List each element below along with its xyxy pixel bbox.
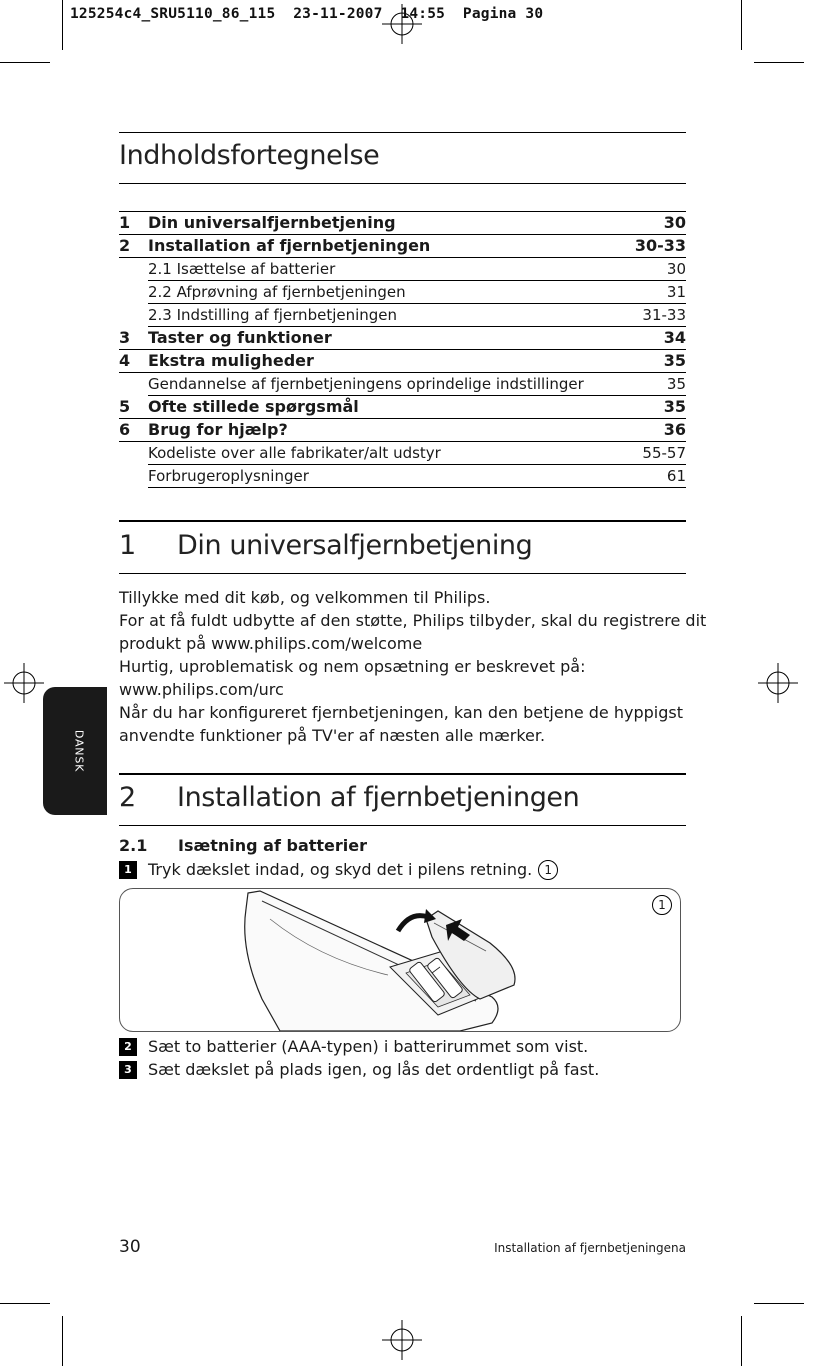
toc-entry-page: 61: [666, 467, 686, 485]
toc-entry-label: 2.2 Afprøvning af fjernbetjeningen: [148, 283, 406, 301]
step-number-badge: 1: [119, 861, 137, 879]
section-number: 1: [119, 530, 136, 561]
toc-entry[interactable]: [119, 396, 686, 419]
toc-subentry[interactable]: [148, 373, 686, 396]
divider: [119, 773, 686, 775]
toc-entry-label: Ekstra muligheder: [148, 351, 314, 370]
toc-entry-label: Taster og funktioner: [148, 328, 332, 347]
toc-entry-number: 2: [119, 236, 131, 255]
figure-reference-badge: 1: [538, 860, 558, 880]
page-number: 30: [119, 1237, 141, 1257]
toc-subentry[interactable]: [148, 442, 686, 465]
toc-entry-page: 35: [666, 375, 686, 393]
toc-entry-label: 2.3 Indstilling af fjernbetjeningen: [148, 306, 398, 324]
toc-entry-page: 35: [663, 397, 686, 416]
running-footer: Installation af fjernbetjeningena: [494, 1241, 686, 1255]
text-line: Tillykke med dit køb, og velkommen til Philips.: [119, 588, 491, 607]
toc-entry-page: 55-57: [642, 444, 686, 462]
registration-mark-icon: [4, 663, 44, 703]
section-title: Din universalfjernbetjening: [177, 530, 533, 561]
registration-mark-icon: [382, 1320, 422, 1360]
toc-entry-page: 30: [663, 213, 686, 232]
step-text: Sæt to batterier (AAA-typen) i batterirummet som vist.: [148, 1037, 589, 1056]
crop-mark: [754, 62, 804, 63]
toc-title: Indholdsfortegnelse: [119, 140, 380, 171]
toc-entry-page: 30: [666, 260, 686, 278]
toc-entry[interactable]: [119, 350, 686, 373]
toc-entry-label: Forbrugeroplysninger: [148, 467, 309, 485]
crop-mark: [0, 1303, 50, 1304]
text-line: www.philips.com/urc: [119, 680, 284, 699]
toc-entry-label: Din universalfjernbetjening: [148, 213, 396, 232]
text-line: For at få fuldt udbytte af den støtte, Philips tilbyder, skal du registrere dit: [119, 611, 707, 630]
subsection-number: 2.1: [119, 836, 148, 855]
step-text: Tryk dækslet indad, og skyd det i pilens retning.: [148, 860, 533, 879]
text-line: anvendte funktioner på TV'er af næsten alle mærker.: [119, 726, 546, 745]
divider: [119, 132, 686, 133]
toc-entry-page: 34: [663, 328, 686, 347]
toc-entry-page: 30-33: [634, 236, 686, 255]
toc-entry-number: 6: [119, 420, 131, 439]
toc-entry[interactable]: [119, 327, 686, 350]
divider: [119, 183, 686, 184]
step-number-badge: 3: [119, 1061, 137, 1079]
toc-subentry[interactable]: [148, 281, 686, 304]
toc-entry-page: 31-33: [642, 306, 686, 324]
divider: [119, 825, 686, 826]
figure-number-badge: 1: [652, 895, 672, 915]
crop-mark: [62, 1316, 63, 1366]
toc-entry[interactable]: [119, 212, 686, 235]
crop-mark: [741, 1316, 742, 1366]
divider: [119, 520, 686, 522]
text-line: produkt på www.philips.com/welcome: [119, 634, 423, 653]
instruction-step: [119, 1059, 599, 1081]
subsection-title: Isætning af batterier: [178, 836, 368, 855]
toc-entry-number: 3: [119, 328, 131, 347]
crop-mark: [741, 0, 742, 50]
step-text: Sæt dækslet på plads igen, og lås det ordentligt på fast.: [148, 1060, 600, 1079]
step-number-badge: 2: [119, 1038, 137, 1056]
section-heading: [119, 782, 579, 813]
toc-entry-label: Ofte stillede spørgsmål: [148, 397, 359, 416]
text-line: Når du har konfigureret fjernbetjeningen, kan den betjene de hyppigst: [119, 703, 683, 722]
language-tab-label: DANSK: [72, 729, 86, 773]
toc-subentry[interactable]: [148, 304, 686, 327]
text-line: Hurtig, uproblematisk og nem opsætning er beskrevet på:: [119, 657, 586, 676]
registration-mark-icon: [758, 663, 798, 703]
intro-paragraph: [119, 586, 707, 747]
table-of-contents: [119, 211, 686, 488]
crop-mark: [62, 0, 63, 50]
section-heading: [119, 530, 532, 561]
toc-entry-page: 31: [666, 283, 686, 301]
toc-entry-page: 35: [663, 351, 686, 370]
toc-subentry[interactable]: [148, 465, 686, 488]
crop-mark: [754, 1303, 804, 1304]
remote-control-illustration: [120, 889, 680, 1031]
toc-entry[interactable]: [119, 235, 686, 258]
toc-entry-number: 5: [119, 397, 131, 416]
toc-entry-number: 1: [119, 213, 131, 232]
instruction-step: [119, 1036, 588, 1058]
toc-entry-label: Brug for hjælp?: [148, 420, 288, 439]
divider: [119, 573, 686, 574]
toc-entry-label: Gendannelse af fjernbetjeningens oprindelige indstillinger: [148, 375, 584, 393]
toc-subentry[interactable]: [148, 258, 686, 281]
toc-entry[interactable]: [119, 419, 686, 442]
crop-mark: [0, 62, 50, 63]
print-slug: 125254c4_SRU5110_86_115 23-11-2007 14:55 Pagina 30: [70, 6, 544, 22]
toc-entry-page: 36: [663, 420, 686, 439]
toc-entry-label: Kodeliste over alle fabrikater/alt udstyr: [148, 444, 441, 462]
battery-illustration: [119, 888, 681, 1032]
section-number: 2: [119, 782, 136, 813]
language-tab: [43, 687, 107, 815]
subsection-heading: [119, 836, 367, 855]
instruction-step: [119, 859, 558, 881]
toc-entry-number: 4: [119, 351, 131, 370]
toc-entry-label: 2.1 Isættelse af batterier: [148, 260, 336, 278]
toc-entry-label: Installation af fjernbetjeningen: [148, 236, 431, 255]
section-title: Installation af fjernbetjeningen: [177, 782, 580, 813]
